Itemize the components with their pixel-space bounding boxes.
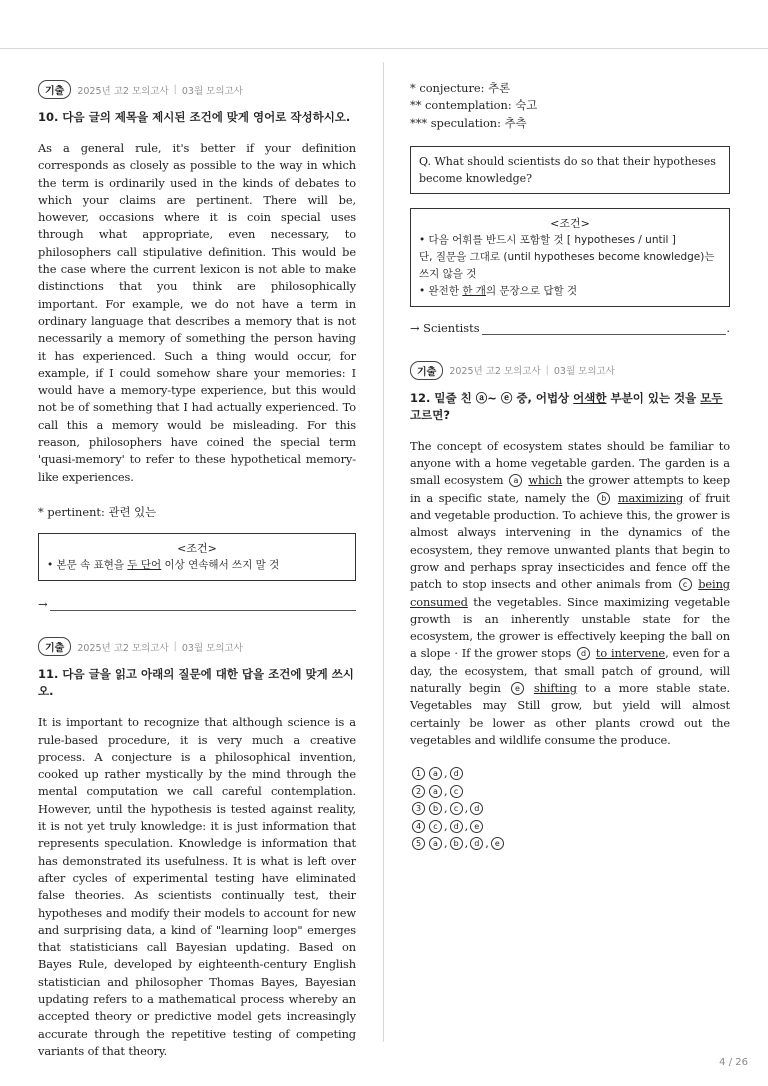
choice-number-icon: 3 <box>412 802 425 815</box>
choice-mark-icon: a <box>429 785 442 798</box>
q12-text-2: the grower attempts to keep in a specific state, namely the <box>410 473 731 505</box>
choice-number-icon: 5 <box>412 837 425 850</box>
q11-cond3-pre: • 완전한 <box>419 284 463 297</box>
q11-month: 03월 모의고사 <box>181 642 243 654</box>
column-divider <box>383 62 384 1042</box>
choice-mark-icon: e <box>491 837 504 850</box>
q12-text-5: , even for a day, the ecosystem, that small patch of ground, will naturally begin <box>410 646 730 696</box>
q11-cond-2: 단, 질문을 그대로 (until hypotheses become knowledge)는 쓰지 않을 것 <box>419 250 715 280</box>
q12-text-6: to a more stable state. Vegetables may Still grow, but yield will almost certainly be lower as other plants crowd out the vegetables and wildlife consume the produce. <box>410 681 731 747</box>
mark-b-icon: b <box>597 492 610 505</box>
q10-cond-pre: • 본문 속 표현을 <box>47 559 128 572</box>
choice-number-icon: 2 <box>412 785 425 798</box>
q12-passage <box>410 438 730 749</box>
q12-title-post: 고르면? <box>410 407 450 422</box>
q11-year: 2025년 고2 모의고사 <box>77 642 169 654</box>
choice-mark-icon: e <box>470 820 483 833</box>
choice-mark-icon: c <box>429 820 442 833</box>
arrow-icon: → <box>38 597 48 612</box>
q11-title: 11. 다음 글을 읽고 아래의 질문에 대한 답을 조건에 맞게 쓰시오. <box>38 667 354 699</box>
header-rule <box>0 48 768 49</box>
q12-title-mid: 부분이 있는 것을 <box>606 390 701 405</box>
q11-note-1: * conjecture: 추론 <box>410 81 511 95</box>
q11-question-box <box>410 146 730 194</box>
page-number: 4 / 26 <box>719 1057 748 1068</box>
choice-mark-icon: a <box>429 767 442 780</box>
q11-note-2: ** contemplation: 숙고 <box>410 98 538 113</box>
q10-tag-badge: 기출 <box>38 80 71 99</box>
mark-a-icon: a <box>509 474 522 487</box>
q11-question: Q. What should scientists do so that their hypotheses become knowledge? <box>419 154 716 185</box>
q12-month: 03월 모의고사 <box>553 366 615 378</box>
choice-number-icon: 1 <box>412 767 425 780</box>
q11-condition-head: <조건> <box>550 216 590 230</box>
q11-passage: It is important to recognize that although science is a rule-based procedure, it is very much a creative process. A conjecture is a philosophical invention, cooked up rather mystically by the mind through the mental computation we call careful contemplation. However, until the hypothesis is tested against reality, it is not yet truly knowledge: it is just information that represents speculation. Knowledge is information that has demonstrated its usefulness. It is what is left over after cycles of experimental testing have eliminated false theories. As scientists continually test, their hypotheses and modify their models to account for new and surprising data, a kind of "learning loop" emerges that statisticians call Bayesian updating. Based on Bayes Rule, developed by eighteenth-century English statistician and philosopher Thomas Bayes, Bayesian updating refers to a mathematical process whereby an accepted theory or predictive model gets increasingly accurate through the repetitive testing of competing variants of that theory. <box>38 715 356 1058</box>
q11-answer-suffix: . <box>726 320 730 335</box>
q12-underline-d: to intervene <box>595 646 666 661</box>
choice-option[interactable] <box>410 800 730 818</box>
comma: , <box>444 818 448 833</box>
comma: , <box>464 801 469 816</box>
choice-mark-icon: c <box>450 785 463 798</box>
q11-cond3-post: 의 문장으로 답할 것 <box>485 284 578 297</box>
q12-underline-c: being consumed <box>410 577 730 609</box>
q12-title-pre: 12. 밑줄 친 ⓐ~ ⓔ 중, 어법상 <box>410 390 574 405</box>
choice-mark-icon: d <box>470 837 483 850</box>
q12-title-underline-2: 모두 <box>700 390 723 405</box>
comma: , <box>464 818 469 833</box>
choice-mark-icon: d <box>470 802 483 815</box>
comma: , <box>444 783 448 798</box>
q10-condition-head: <조건> <box>177 542 217 556</box>
left-column <box>38 80 356 1060</box>
q10-condition-item <box>47 557 347 574</box>
choice-mark-icon: b <box>450 837 463 850</box>
q10-passage: As a general rule, it's better if your definition corresponds as closely as possible to the way in which the term is ordinarily used in the kinds of debates to which your claims are pertinent. There will be, however, occasions where it is coin special uses through what appropriate, even necessary, to philosophers call stipulative definition. This would be the case where the current lexicon is not able to make distinctions that you think are philosophically important. For example, we do not have a term in ordinary language that describes a memory that is not necessarily a memory of something the person having it has experienced. Such a thing would occur, for example, if I could somehow share your memories: I would have a memory-type experience, but this would not be of something that I had actually experienced. To call this a memory would be misleading. For this reason, philosophers have coined the special term 'quasi-memory' to refer to these hypothetical memory-like experiences. <box>38 141 356 484</box>
choice-mark-icon: c <box>450 802 463 815</box>
q10-source <box>38 80 356 99</box>
q11-answer-line[interactable] <box>410 321 730 335</box>
comma: , <box>444 801 448 816</box>
q12-underline-a: which <box>528 473 563 488</box>
q11-source <box>38 637 356 656</box>
q11-cond-3 <box>419 283 721 300</box>
q10-answer-line[interactable] <box>38 597 356 611</box>
q10-cond-post: 이상 연속해서 쓰지 말 것 <box>161 559 280 572</box>
q12-text-1: The concept of ecosystem states should be familiar to anyone with a home vegetable garden. The garden is a small ecosystem <box>410 438 730 488</box>
comma: , <box>485 836 489 851</box>
q12-text-3: of fruit and vegetable production. To achieve this, the grower is almost always intervening in the dynamics of the ecosystem, they remove unwanted plants that begin to grow and perhaps spray insecticides and fence off the patch to stop insects and other animals from <box>410 490 731 592</box>
comma: , <box>464 836 469 851</box>
q10-cond-underlined: 두 단어 <box>127 559 162 572</box>
q12-choices <box>410 765 730 853</box>
right-column <box>410 80 730 853</box>
mark-e-icon: e <box>511 682 524 695</box>
choice-mark-icon: d <box>450 767 463 780</box>
q12-underline-e: shifting <box>533 681 577 696</box>
q12-text-4: the vegetables. Since maximizing vegetable growth is an inherently unstable state for the ecosystem, the grower is effectively keeping the ball on a slope · If the grower stops <box>410 594 730 661</box>
separator: | <box>173 84 177 95</box>
separator: | <box>545 364 549 376</box>
q12-tag-badge: 기출 <box>410 361 443 380</box>
choice-mark-icon: a <box>429 837 442 850</box>
q10-year: 2025년 고2 모의고사 <box>77 85 169 97</box>
q10-note-text: * pertinent: 관련 있는 <box>38 504 157 519</box>
mark-d-icon: d <box>577 647 590 660</box>
comma: , <box>444 766 448 781</box>
comma: , <box>444 836 448 851</box>
q11-answer-prefix: → Scientists <box>410 320 480 335</box>
q11-note-3: *** speculation: 추측 <box>410 115 527 130</box>
choice-option[interactable] <box>410 818 730 836</box>
q12-year: 2025년 고2 모의고사 <box>449 366 541 378</box>
q11-cond-1: • 다음 어휘를 반드시 포함할 것 [ hypotheses / until ] <box>419 233 676 246</box>
q12-underline-b: maximizing <box>617 490 684 505</box>
q11-cond3-underlined: 한 개 <box>462 284 486 297</box>
q12-title <box>410 390 730 424</box>
choice-option[interactable] <box>410 783 730 801</box>
choice-option[interactable] <box>410 765 730 783</box>
q12-source <box>410 361 730 380</box>
mark-c-icon: c <box>679 578 692 591</box>
choice-number-icon: 4 <box>412 820 425 833</box>
q10-month: 03월 모의고사 <box>181 85 243 97</box>
choice-mark-icon: b <box>429 802 442 815</box>
answer-blank[interactable] <box>50 600 356 611</box>
separator: | <box>173 641 177 653</box>
answer-blank[interactable] <box>482 324 727 335</box>
q10-title: 10. 다음 글의 제목을 제시된 조건에 맞게 영어로 작성하시오. <box>38 110 351 124</box>
choice-option[interactable] <box>410 835 730 853</box>
q11-tag-badge: 기출 <box>38 637 71 656</box>
q10-note <box>38 504 356 521</box>
choice-mark-icon: d <box>450 820 463 833</box>
q10-condition-box <box>38 533 356 581</box>
q12-title-underline-1: 어색한 <box>573 390 607 405</box>
q11-condition-box <box>410 208 730 307</box>
